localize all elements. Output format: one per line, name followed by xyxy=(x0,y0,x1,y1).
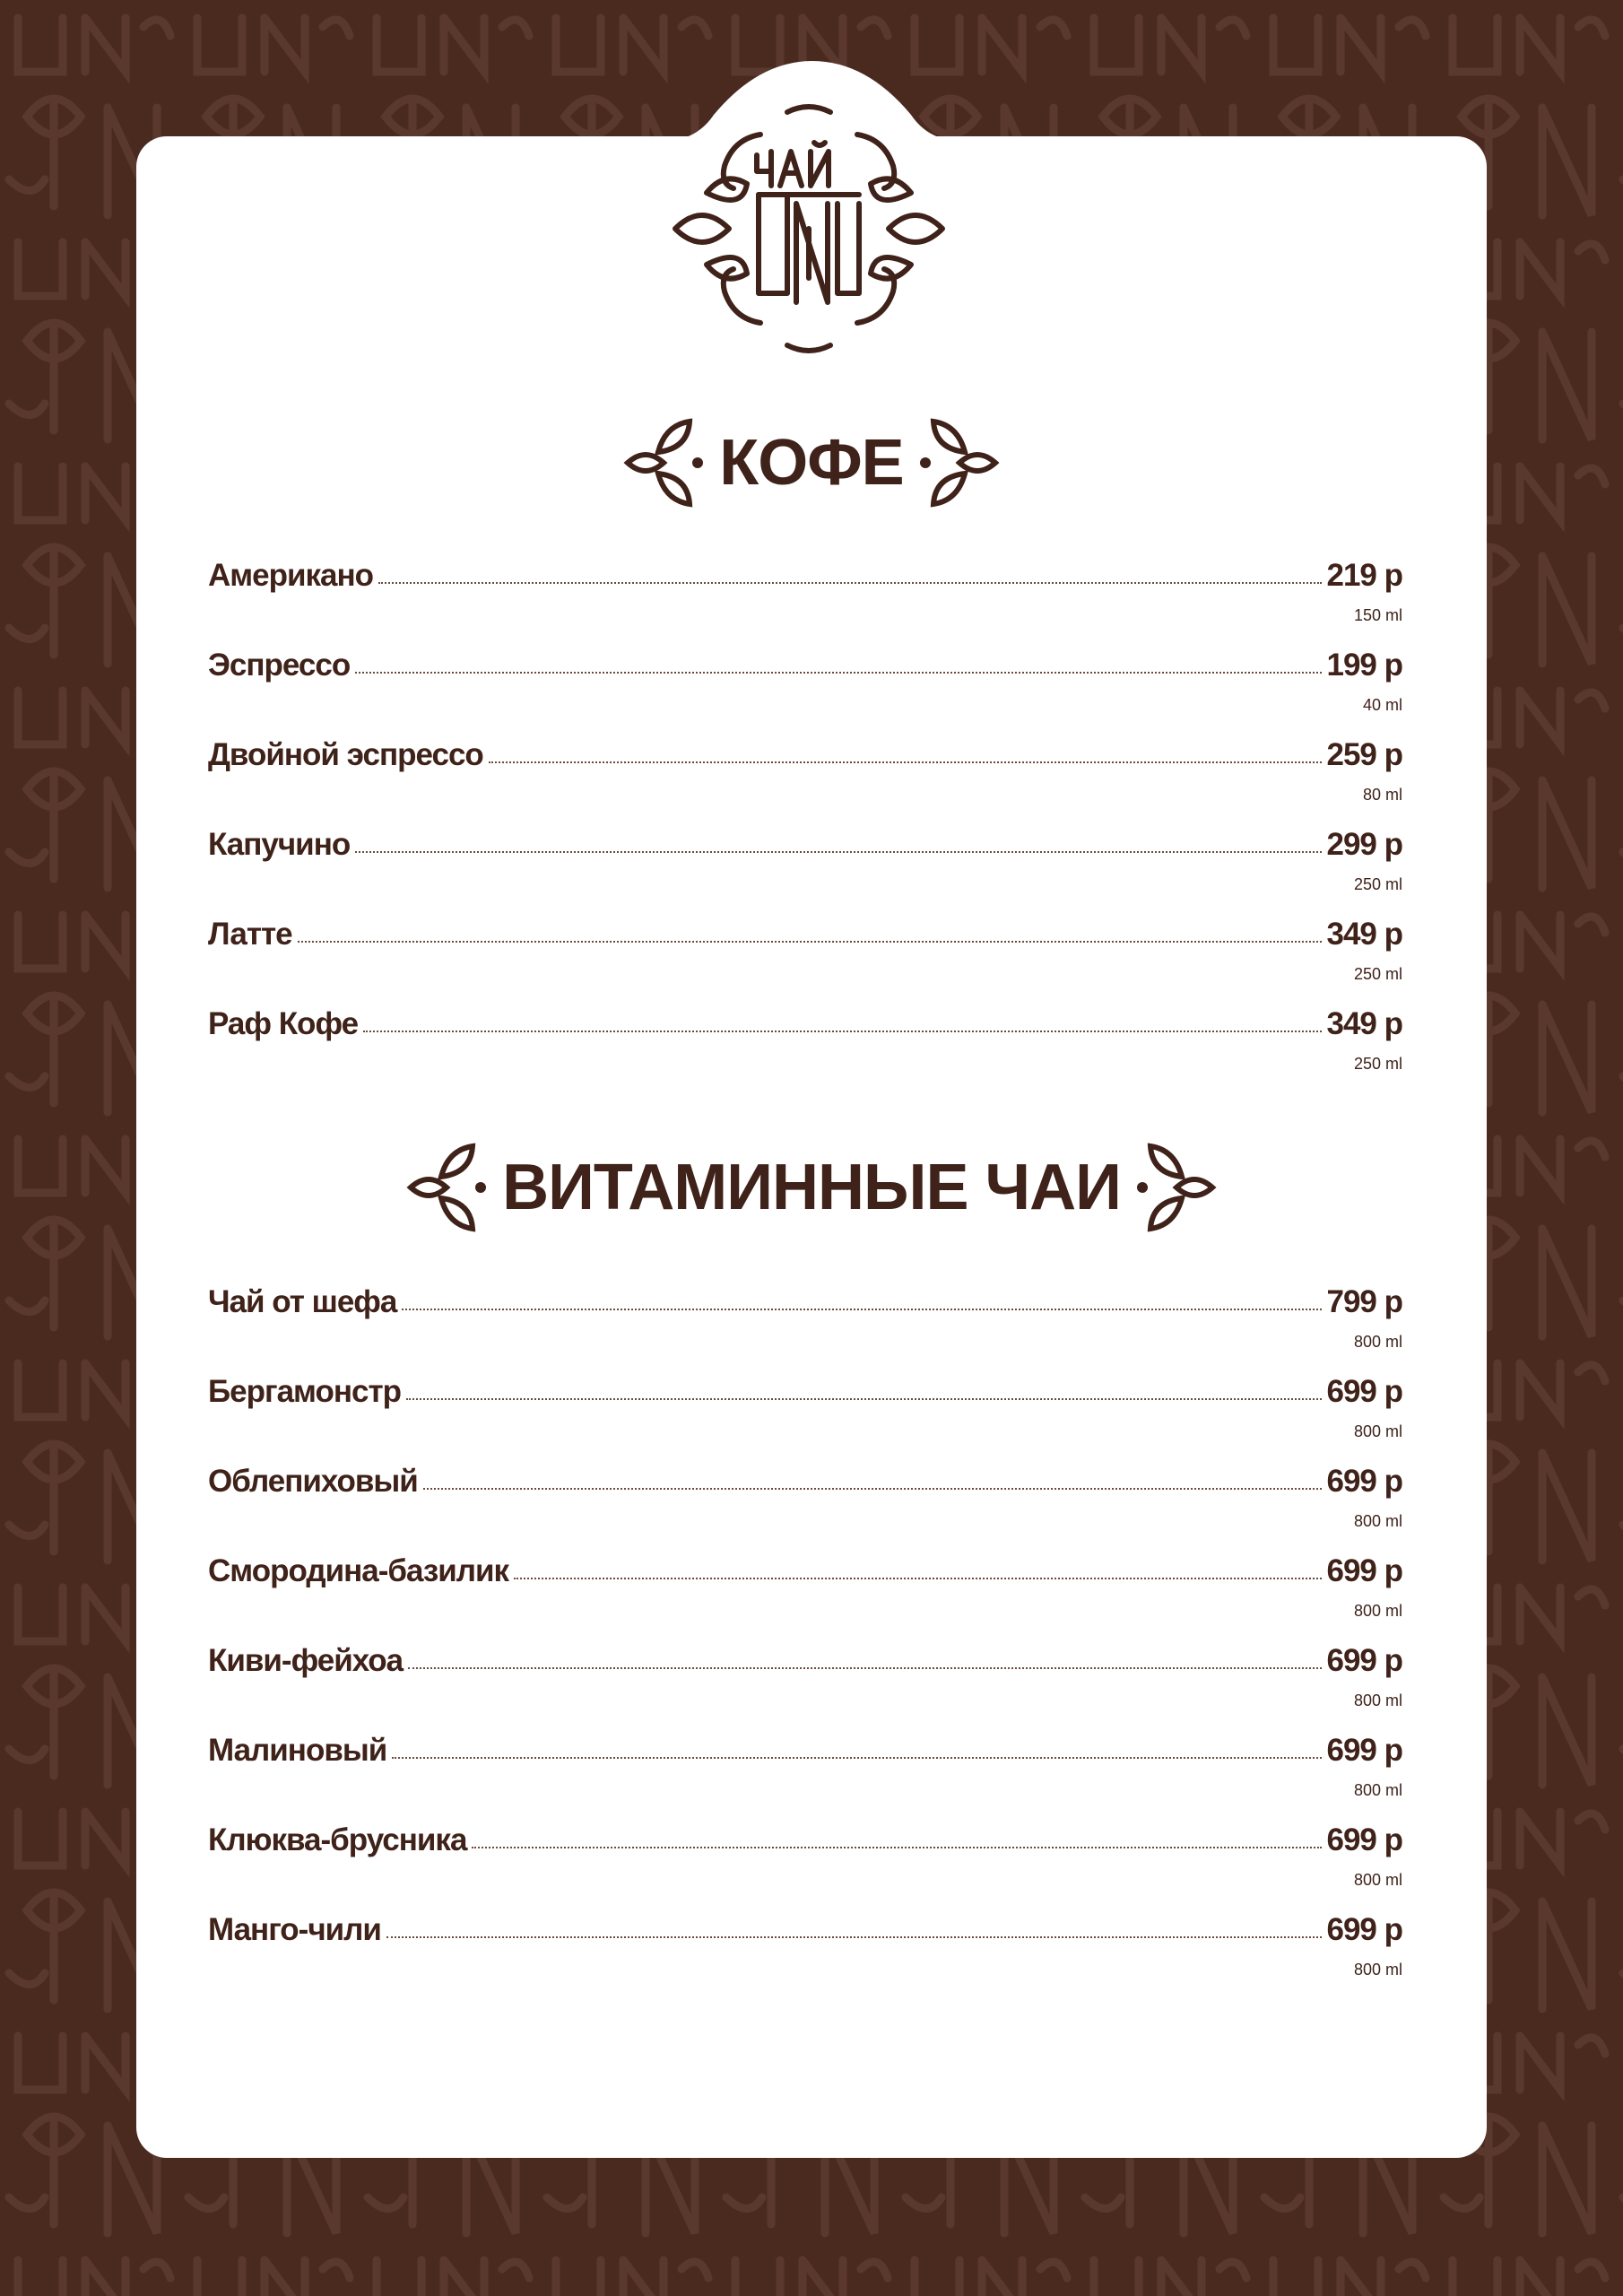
item-volume: 150 ml xyxy=(1353,606,1402,624)
leaf-ornament-icon xyxy=(918,416,1001,509)
coffee-menu-list xyxy=(208,558,1402,1096)
dot-leader xyxy=(406,1398,1322,1400)
dot-leader xyxy=(355,851,1321,853)
item-name: Раф Кофе xyxy=(208,1006,359,1041)
item-price: 699 р xyxy=(1326,1643,1402,1678)
item-name: Американо xyxy=(208,558,374,593)
item-price: 799 р xyxy=(1326,1284,1402,1319)
item-volume: 800 ml xyxy=(1353,1333,1402,1351)
dot-leader xyxy=(386,1936,1322,1938)
item-price: 349 р xyxy=(1326,1006,1402,1041)
dot-leader xyxy=(408,1667,1321,1669)
section-title-vitamin-teas xyxy=(0,1141,1623,1234)
item-volume: 800 ml xyxy=(1353,1422,1402,1440)
item-volume: 250 ml xyxy=(1353,965,1402,983)
menu-item xyxy=(208,1464,1402,1553)
dot-leader xyxy=(472,1847,1321,1848)
menu-item xyxy=(208,827,1402,917)
menu-item xyxy=(208,917,1402,1006)
menu-item xyxy=(208,737,1402,827)
item-name: Киви-фейхоа xyxy=(208,1643,404,1678)
dot-leader xyxy=(363,1031,1321,1032)
item-name: Малиновый xyxy=(208,1733,387,1768)
item-volume: 800 ml xyxy=(1353,1781,1402,1799)
dot-leader xyxy=(298,941,1322,943)
item-name: Двойной эспрессо xyxy=(208,737,483,772)
item-price: 259 р xyxy=(1326,737,1402,772)
item-volume: 800 ml xyxy=(1353,1512,1402,1530)
menu-item xyxy=(208,1643,1402,1733)
item-name: Капучино xyxy=(208,827,351,862)
item-name: Чай от шефа xyxy=(208,1284,397,1319)
dot-leader xyxy=(423,1488,1322,1490)
dot-leader xyxy=(378,582,1321,584)
menu-item xyxy=(208,648,1402,737)
leaf-ornament-icon xyxy=(622,416,705,509)
menu-item xyxy=(208,1553,1402,1643)
item-volume: 40 ml xyxy=(1362,696,1402,714)
menu-item xyxy=(208,1822,1402,1912)
item-name: Манго-чили xyxy=(208,1912,381,1947)
item-volume: 250 ml xyxy=(1353,875,1402,893)
item-name: Бергамонстр xyxy=(208,1374,401,1409)
item-price: 699 р xyxy=(1326,1912,1402,1947)
section-title-text: ВИТАМИННЫЕ ЧАИ xyxy=(502,1152,1121,1223)
item-volume: 250 ml xyxy=(1353,1055,1402,1073)
leaf-ornament-icon xyxy=(1135,1141,1218,1234)
menu-item xyxy=(208,1733,1402,1822)
dot-leader xyxy=(392,1757,1321,1759)
menu-item xyxy=(208,1374,1402,1464)
item-volume: 80 ml xyxy=(1362,786,1402,804)
item-volume: 800 ml xyxy=(1353,1961,1402,1979)
item-name: Эспрессо xyxy=(208,648,351,683)
item-volume: 800 ml xyxy=(1353,1602,1402,1620)
menu-item xyxy=(208,1912,1402,2002)
item-price: 699 р xyxy=(1326,1733,1402,1768)
section-title-coffee xyxy=(0,416,1623,509)
vitamin-tea-menu-list xyxy=(208,1284,1402,2002)
item-price: 219 р xyxy=(1326,558,1402,593)
item-price: 699 р xyxy=(1326,1464,1402,1499)
dot-leader xyxy=(514,1578,1321,1579)
item-volume: 800 ml xyxy=(1353,1871,1402,1889)
menu-item xyxy=(208,1284,1402,1374)
dot-leader xyxy=(489,761,1322,763)
dot-leader xyxy=(355,672,1321,674)
item-price: 699 р xyxy=(1326,1822,1402,1857)
item-price: 699 р xyxy=(1326,1553,1402,1588)
item-price: 699 р xyxy=(1326,1374,1402,1409)
item-name: Облепиховый xyxy=(208,1464,418,1499)
item-name: Латте xyxy=(208,917,292,952)
item-name: Смородина-базилик xyxy=(208,1553,509,1588)
item-price: 349 р xyxy=(1326,917,1402,952)
item-name: Клюква-брусника xyxy=(208,1822,467,1857)
section-title-text: КОФЕ xyxy=(719,427,904,499)
item-price: 299 р xyxy=(1326,827,1402,862)
leaf-ornament-icon xyxy=(405,1141,488,1234)
item-price: 199 р xyxy=(1326,648,1402,683)
item-volume: 800 ml xyxy=(1353,1692,1402,1709)
chai-logo xyxy=(671,94,947,363)
dot-leader xyxy=(402,1309,1321,1310)
menu-item xyxy=(208,558,1402,648)
menu-item xyxy=(208,1006,1402,1096)
